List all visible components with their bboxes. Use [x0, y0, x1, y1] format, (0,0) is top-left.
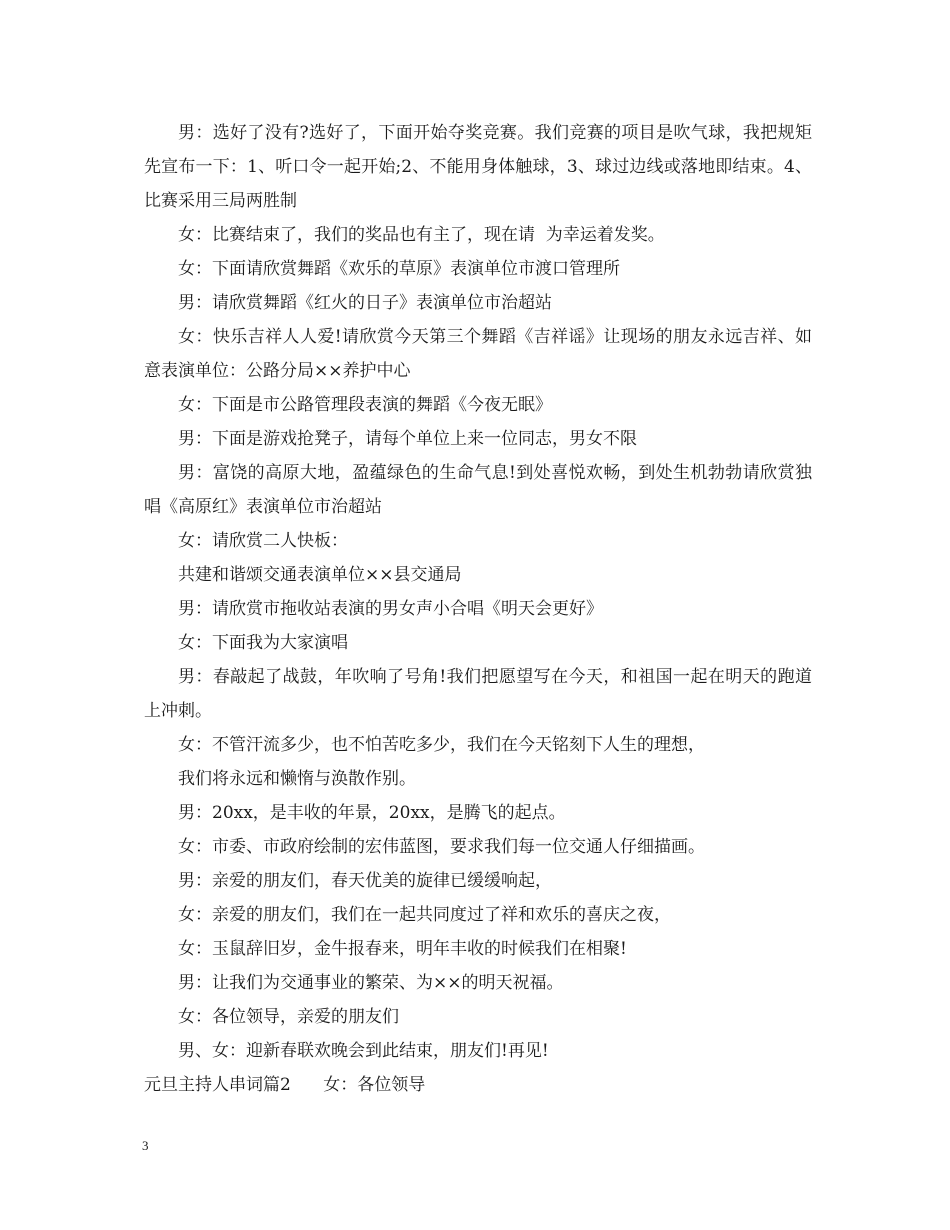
- paragraph: 男：富饶的高原大地，盈蕴绿色的生命气息!到处喜悦欢畅，到处生机勃勃请欣赏独唱《高原红》表演单位市治超站: [144, 463, 812, 517]
- paragraph: 女：玉鼠辞旧岁，金牛报春来，明年丰收的时候我们在相聚!: [178, 939, 627, 959]
- paragraph: 女：各位领导，亲爱的朋友们: [178, 1007, 399, 1027]
- document-body: [144, 116, 812, 1102]
- paragraph: 男：让我们为交通事业的繁荣、为××的明天祝福。: [178, 973, 564, 993]
- paragraph: 女：不管汗流多少，也不怕苦吃多少，我们在今天铭刻下人生的理想，: [178, 735, 705, 755]
- paragraph: 男：下面是游戏抢凳子，请每个单位上来一位同志，男女不限: [178, 429, 637, 449]
- paragraph: 女：比赛结束了，我们的奖品也有主了，现在请 为幸运着发奖。: [178, 225, 665, 245]
- paragraph: 女：快乐吉祥人人爱!请欣赏今天第三个舞蹈《吉祥谣》让现场的朋友永远吉祥、如意表演单位：公路分局××养护中心: [144, 327, 812, 381]
- page-number: 3: [142, 1138, 149, 1153]
- paragraph: 男：请欣赏舞蹈《红火的日子》表演单位市治超站: [178, 293, 552, 313]
- section-heading-line: 元旦主持人串词篇2 女：各位领导: [144, 1075, 426, 1095]
- paragraph: 女：下面是市公路管理段表演的舞蹈《今夜无眠》: [178, 395, 552, 415]
- paragraph: 男、女：迎新春联欢晚会到此结束，朋友们!再见!: [178, 1041, 549, 1061]
- paragraph: 男：请欣赏市拖收站表演的男女声小合唱《明天会更好》: [178, 599, 603, 619]
- paragraph: 女：亲爱的朋友们，我们在一起共同度过了祥和欢乐的喜庆之夜，: [178, 905, 671, 925]
- paragraph: 男：20xx，是丰收的年景，20xx，是腾飞的起点。: [178, 803, 566, 823]
- paragraph: 我们将永远和懒惰与涣散作别。: [178, 769, 416, 789]
- paragraph: 男：选好了没有?选好了，下面开始夺奖竞赛。我们竞赛的项目是吹气球，我把规矩先宣布一下：1、听口令一起开始;2、不能用身体触球，3、球过边线或落地即结束。4、比赛采用三局两胜制: [144, 123, 812, 211]
- paragraph: 男：亲爱的朋友们，春天优美的旋律已缓缓响起，: [178, 871, 552, 891]
- paragraph: 女：下面我为大家演唱: [178, 633, 348, 653]
- paragraph: 共建和谐颂交通表演单位××县交通局: [178, 565, 462, 585]
- paragraph: 女：下面请欣赏舞蹈《欢乐的草原》表演单位市渡口管理所: [178, 259, 620, 279]
- paragraph: 男：春敲起了战鼓，年吹响了号角!我们把愿望写在今天，和祖国一起在明天的跑道上冲刺。: [144, 667, 812, 721]
- paragraph: 女：请欣赏二人快板：: [178, 531, 348, 551]
- paragraph: 女：市委、市政府绘制的宏伟蓝图，要求我们每一位交通人仔细描画。: [178, 837, 705, 857]
